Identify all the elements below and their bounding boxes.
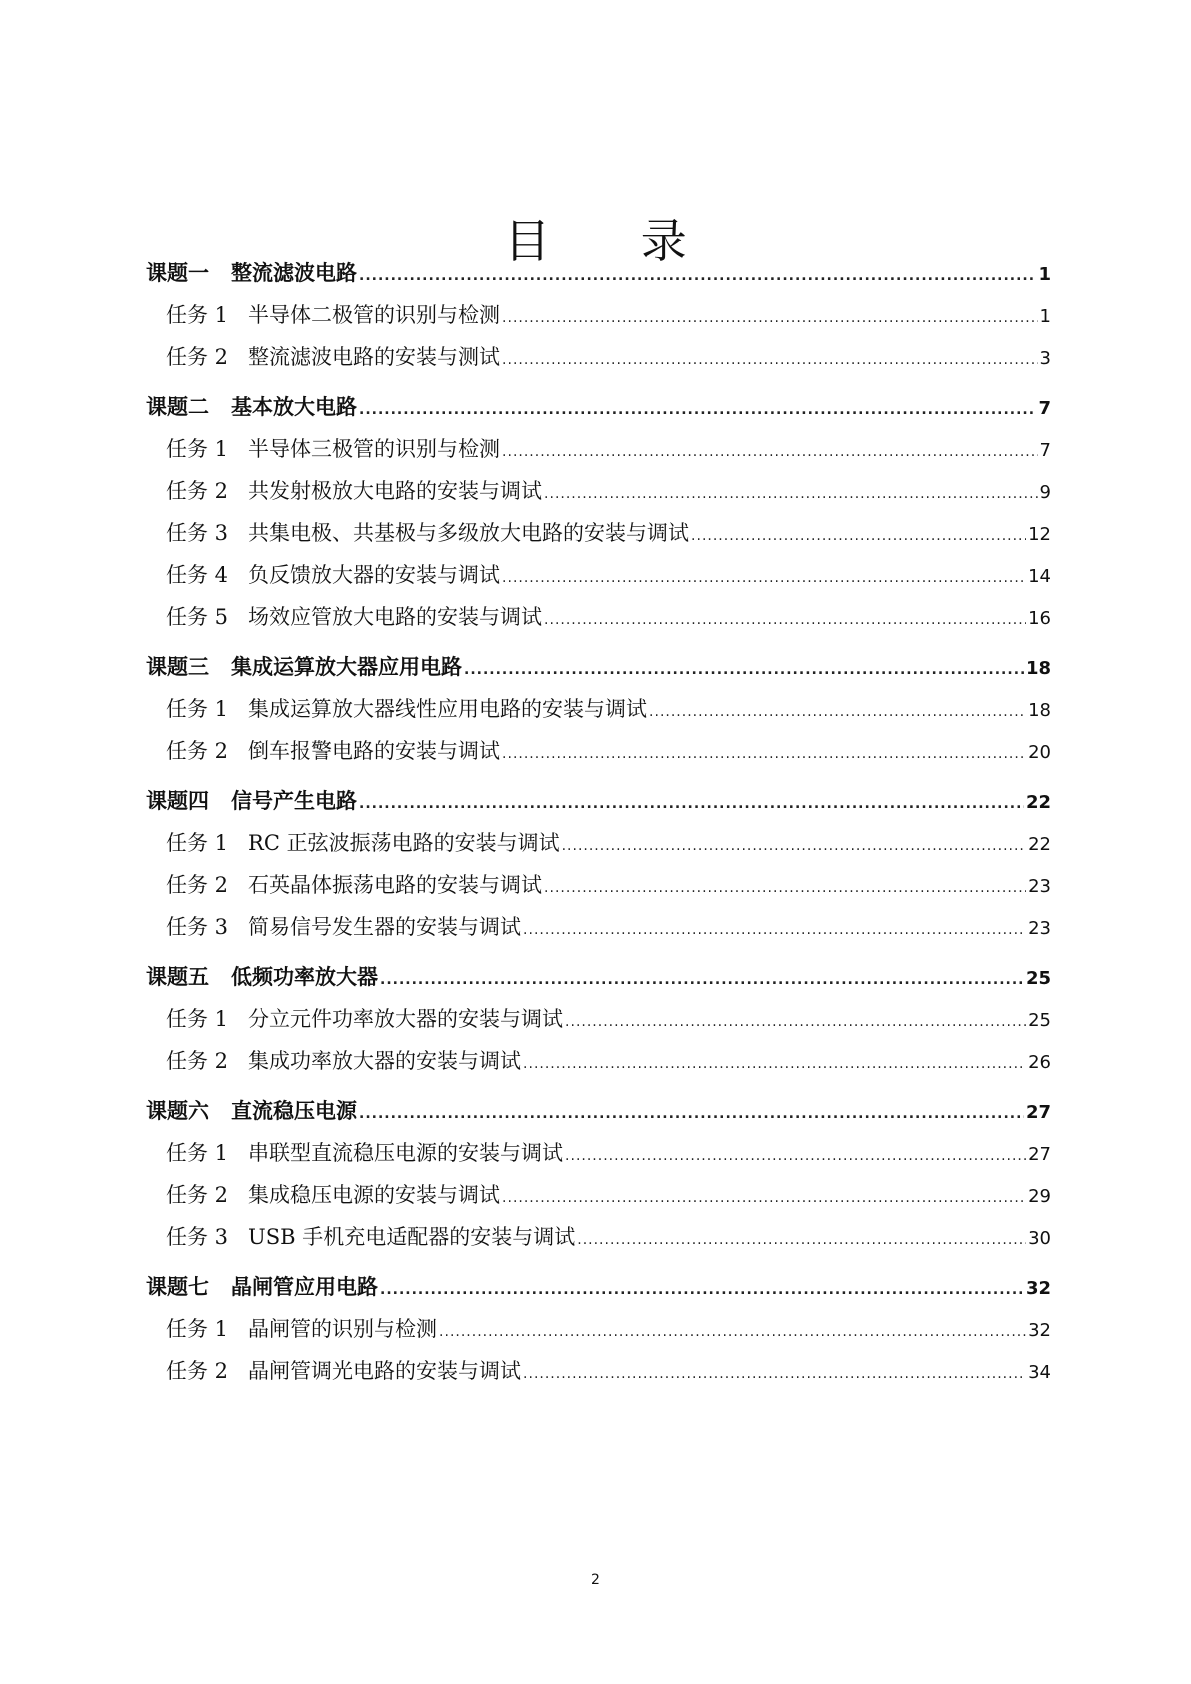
toc-task-page: 34 [1028,1362,1051,1383]
toc-task-entry[interactable] [146,1350,1051,1392]
toc-leader-dots [439,1311,1026,1353]
toc-task-title: 场效应管放大电路的安装与调试 [248,605,543,629]
toc-leader-dots [502,1177,1026,1219]
toc-task-page: 9 [1039,482,1051,503]
toc-chapter-title: 低频功率放大器 [231,965,378,989]
toc-task-label [166,554,500,596]
toc-task-label [166,336,500,378]
toc-chapter-title: 信号产生电路 [231,789,357,813]
toc-leader-dots [502,557,1026,599]
toc-task-label [166,864,542,906]
toc-chapter-entry[interactable] [146,956,1051,998]
toc-task-label [166,1350,521,1392]
toc-chapter-label [146,1266,378,1308]
toc-task-number: 任务 2 [166,873,229,897]
toc-task-label [166,428,500,470]
toc-task-label [166,512,689,554]
toc-task-entry[interactable] [146,1216,1051,1258]
toc-task-number: 任务 2 [166,739,229,763]
toc-task-page: 1 [1039,306,1051,327]
toc-task-entry[interactable] [146,1132,1051,1174]
toc-task-title: 共发射极放大电路的安装与调试 [248,479,543,503]
toc-chapter-entry[interactable] [146,1090,1051,1132]
toc-task-number: 任务 1 [166,1007,229,1031]
toc-task-page: 7 [1039,440,1051,461]
toc-chapter-page: 25 [1025,968,1051,989]
toc-task-entry[interactable] [146,998,1051,1040]
toc-task-number: 任务 1 [166,437,229,461]
toc-leader-dots [502,297,1038,339]
toc-chapter-label [146,386,357,428]
toc-leader-dots [380,1269,1024,1311]
toc-task-entry[interactable] [146,512,1051,554]
toc-task-title: 晶闸管调光电路的安装与调试 [248,1359,522,1383]
toc-chapter-page: 27 [1025,1102,1051,1123]
toc-leader-dots [565,1001,1026,1043]
toc-task-label [166,470,542,512]
toc-task-label [166,730,500,772]
toc-task-number: 任务 2 [166,479,229,503]
toc-task-title: 半导体二极管的识别与检测 [248,303,501,327]
toc-task-page: 23 [1028,918,1051,939]
toc-leader-dots [523,1043,1026,1085]
toc-leader-dots [502,431,1038,473]
toc-task-number: 任务 4 [166,563,229,587]
toc-task-title: 石英晶体振荡电路的安装与调试 [248,873,543,897]
toc-chapter-label [146,956,378,998]
toc-task-title: 分立元件功率放大器的安装与调试 [248,1007,564,1031]
toc-task-page: 14 [1028,566,1051,587]
toc-task-title: 整流滤波电路的安装与测试 [248,345,501,369]
toc-chapter-title: 基本放大电路 [231,395,357,419]
toc-task-number: 任务 3 [166,1225,229,1249]
toc-task-page: 16 [1028,608,1051,629]
toc-leader-dots [359,1093,1024,1135]
toc-leader-dots [502,733,1026,775]
toc-chapter-title: 集成运算放大器应用电路 [231,655,462,679]
toc-task-label [166,822,560,864]
toc-task-page: 26 [1028,1052,1051,1073]
toc-task-title: USB 手机充电适配器的安装与调试 [248,1225,576,1249]
toc-leader-dots [577,1219,1026,1261]
toc-task-number: 任务 3 [166,521,229,545]
toc-task-page: 23 [1028,876,1051,897]
toc-task-label [166,294,500,336]
toc-task-entry[interactable] [146,688,1051,730]
toc-chapter-page: 22 [1025,792,1051,813]
toc-chapter-label [146,1090,357,1132]
toc-task-title: 集成稳压电源的安装与调试 [248,1183,501,1207]
toc-task-number: 任务 2 [166,345,229,369]
toc-task-entry[interactable] [146,294,1051,336]
toc-task-title: 简易信号发生器的安装与调试 [248,915,522,939]
toc-task-number: 任务 2 [166,1359,229,1383]
toc-task-title: 倒车报警电路的安装与调试 [248,739,501,763]
toc-task-entry[interactable] [146,336,1051,378]
toc-chapter-number: 课题七 [146,1275,209,1299]
toc-task-entry[interactable] [146,1308,1051,1350]
toc-chapter-number: 课题四 [146,789,209,813]
toc-task-page: 25 [1028,1010,1051,1031]
toc-leader-dots [691,515,1026,557]
toc-task-title: 集成功率放大器的安装与调试 [248,1049,522,1073]
toc-task-label [166,1132,563,1174]
toc-task-label [166,906,521,948]
toc-task-page: 29 [1028,1186,1051,1207]
toc-task-page: 22 [1028,834,1051,855]
toc-leader-dots [562,825,1026,867]
toc-chapter-title: 晶闸管应用电路 [231,1275,378,1299]
table-of-contents [146,252,1051,1392]
toc-leader-dots [523,909,1026,951]
toc-task-number: 任务 1 [166,1141,229,1165]
toc-leader-dots [523,1353,1026,1395]
toc-chapter-entry[interactable] [146,386,1051,428]
toc-task-number: 任务 1 [166,303,229,327]
toc-task-title: 串联型直流稳压电源的安装与调试 [248,1141,564,1165]
toc-chapter-entry[interactable] [146,1266,1051,1308]
toc-task-title: 集成运算放大器线性应用电路的安装与调试 [248,697,648,721]
toc-task-number: 任务 3 [166,915,229,939]
toc-task-entry[interactable] [146,1040,1051,1082]
toc-leader-dots [380,959,1024,1001]
toc-chapter-page: 1 [1038,264,1051,285]
toc-task-entry[interactable] [146,864,1051,906]
toc-task-label [166,596,542,638]
toc-task-label [166,998,563,1040]
page-title: 目 录 [504,213,725,268]
toc-task-number: 任务 2 [166,1049,229,1073]
toc-chapter-label [146,252,357,294]
toc-leader-dots [502,339,1038,381]
toc-task-title: 负反馈放大器的安装与调试 [248,563,501,587]
toc-task-title: 共集电极、共基极与多级放大电路的安装与调试 [248,521,690,545]
toc-task-page: 27 [1028,1144,1051,1165]
toc-task-number: 任务 1 [166,1317,229,1341]
toc-task-entry[interactable] [146,470,1051,512]
toc-task-title: 晶闸管的识别与检测 [248,1317,438,1341]
toc-task-entry[interactable] [146,1174,1051,1216]
toc-task-page: 12 [1028,524,1051,545]
toc-task-title: 半导体三极管的识别与检测 [248,437,501,461]
toc-chapter-title: 直流稳压电源 [231,1099,357,1123]
toc-chapter-label [146,646,462,688]
toc-task-page: 18 [1028,700,1051,721]
toc-leader-dots [544,867,1026,909]
toc-leader-dots [359,255,1036,297]
toc-task-page: 20 [1028,742,1051,763]
toc-task-title: RC 正弦波振荡电路的安装与调试 [248,831,560,855]
toc-task-number: 任务 1 [166,697,229,721]
toc-chapter-number: 课题三 [146,655,209,679]
toc-task-entry[interactable] [146,428,1051,470]
toc-task-entry[interactable] [146,554,1051,596]
toc-leader-dots [649,691,1026,733]
toc-chapter-page: 18 [1025,658,1051,679]
toc-task-label [166,1308,437,1350]
toc-chapter-label [146,780,357,822]
toc-chapter-number: 课题一 [146,261,209,285]
toc-leader-dots [544,599,1026,641]
toc-chapter-entry[interactable] [146,646,1051,688]
toc-leader-dots [464,649,1024,691]
toc-task-page: 3 [1039,348,1051,369]
toc-task-number: 任务 1 [166,831,229,855]
toc-chapter-number: 课题六 [146,1099,209,1123]
toc-leader-dots [544,473,1038,515]
toc-task-number: 任务 2 [166,1183,229,1207]
toc-chapter-number: 课题五 [146,965,209,989]
toc-task-label [166,688,647,730]
toc-chapter-number: 课题二 [146,395,209,419]
toc-task-label [166,1040,521,1082]
toc-leader-dots [565,1135,1026,1177]
toc-chapter-entry[interactable] [146,252,1051,294]
page-number: 2 [591,1572,600,1588]
toc-task-label [166,1174,500,1216]
toc-chapter-page: 32 [1025,1278,1051,1299]
toc-task-page: 32 [1028,1320,1051,1341]
toc-chapter-page: 7 [1038,398,1051,419]
toc-task-entry[interactable] [146,596,1051,638]
toc-task-entry[interactable] [146,730,1051,772]
toc-leader-dots [359,783,1024,825]
toc-task-page: 30 [1028,1228,1051,1249]
toc-task-entry[interactable] [146,906,1051,948]
toc-task-number: 任务 5 [166,605,229,629]
toc-chapter-entry[interactable] [146,780,1051,822]
toc-task-label [166,1216,575,1258]
toc-leader-dots [359,389,1036,431]
toc-task-entry[interactable] [146,822,1051,864]
toc-chapter-title: 整流滤波电路 [231,261,357,285]
